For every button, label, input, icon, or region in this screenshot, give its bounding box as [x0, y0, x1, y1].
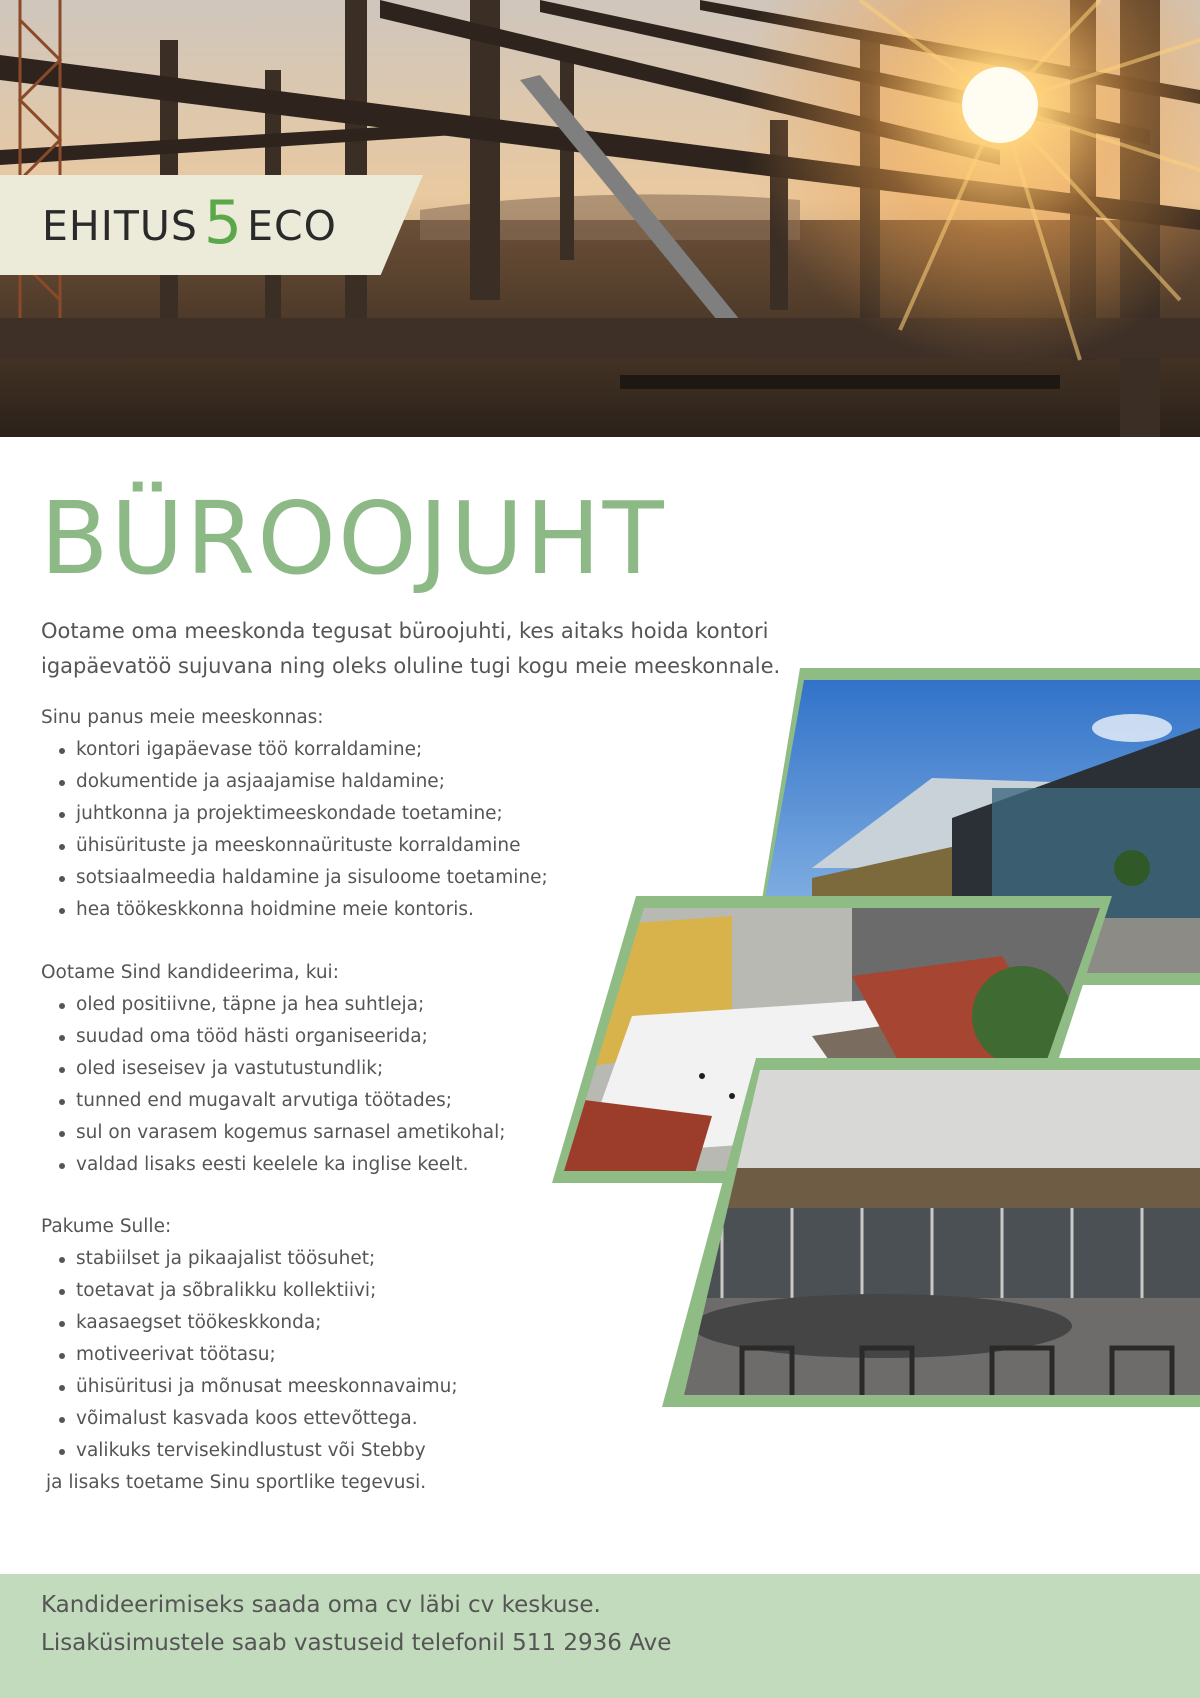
logo-text-right: ECO	[247, 202, 337, 250]
footer-line-apply: Kandideerimiseks saada oma cv läbi cv keskuse.	[41, 1592, 601, 1618]
list-item: kaasaegset töökeskkonda;	[76, 1307, 601, 1339]
campus-courtyard-photo	[662, 1058, 1200, 1407]
list-item: oled iseseisev ja vastutustundlik;	[76, 1053, 601, 1085]
list-item: sotsiaalmeedia haldamine ja sisuloome toetamine;	[76, 862, 601, 894]
list-item: hea töökeskkonna hoidmine meie kontoris.	[76, 894, 601, 926]
list-item: valikuks tervisekindlustust või Stebby	[76, 1435, 601, 1467]
list-item: kontori igapäevase töö korraldamine;	[76, 734, 601, 766]
responsibilities-section	[41, 702, 601, 926]
list-item: ühisüritusi ja mõnusat meeskonnavaimu;	[76, 1371, 601, 1403]
list-item: tunned end mugavalt arvutiga töötades;	[76, 1085, 601, 1117]
logo-text-left: EHITUS	[42, 202, 198, 250]
responsibilities-heading: Sinu panus meie meeskonnas:	[41, 707, 324, 728]
list-item: motiveerivat töötasu;	[76, 1339, 601, 1371]
offer-section	[41, 1211, 601, 1499]
list-item: võimalust kasvada koos ettevõttega.	[76, 1403, 601, 1435]
job-title: BÜROOJUHT	[40, 480, 666, 597]
requirements-section	[41, 957, 601, 1181]
offer-tail-text: ja lisaks toetame Sinu sportlike tegevusi.	[46, 1472, 427, 1493]
list-item: suudad oma tööd hästi organiseerida;	[76, 1021, 601, 1053]
list-item: toetavat ja sõbralikku kollektiivi;	[76, 1275, 601, 1307]
footer-line-phone: Lisaküsimustele saab vastuseid telefonil 511 2936 Ave	[41, 1630, 672, 1656]
requirements-heading: Ootame Sind kandideerima, kui:	[41, 962, 339, 983]
responsibilities-list	[41, 734, 601, 926]
hero-image	[0, 0, 1200, 437]
list-item: valdad lisaks eesti keelele ka inglise keelt.	[76, 1149, 601, 1181]
offer-heading: Pakume Sulle:	[41, 1216, 172, 1237]
requirements-list	[41, 989, 601, 1181]
list-item: ühisürituste ja meeskonnaürituste korraldamine	[76, 830, 601, 862]
company-logo	[42, 188, 337, 264]
contact-footer	[0, 1574, 1200, 1698]
list-item: sul on varasem kogemus sarnasel ametikohal;	[76, 1117, 601, 1149]
intro-text: Ootame oma meeskonda tegusat büroojuhti, kes aitaks hoida kontori igapäevatöö sujuvana ning oleks oluline tugi kogu meie meeskonnale.	[41, 619, 781, 678]
list-item: stabiilset ja pikaajalist töösuhet;	[76, 1243, 601, 1275]
offer-list	[41, 1243, 601, 1467]
list-item: oled positiivne, täpne ja hea suhtleja;	[76, 989, 601, 1021]
logo-number: 5	[203, 188, 244, 258]
list-item: juhtkonna ja projektimeeskondade toetamine;	[76, 798, 601, 830]
list-item: dokumentide ja asjaajamise haldamine;	[76, 766, 601, 798]
